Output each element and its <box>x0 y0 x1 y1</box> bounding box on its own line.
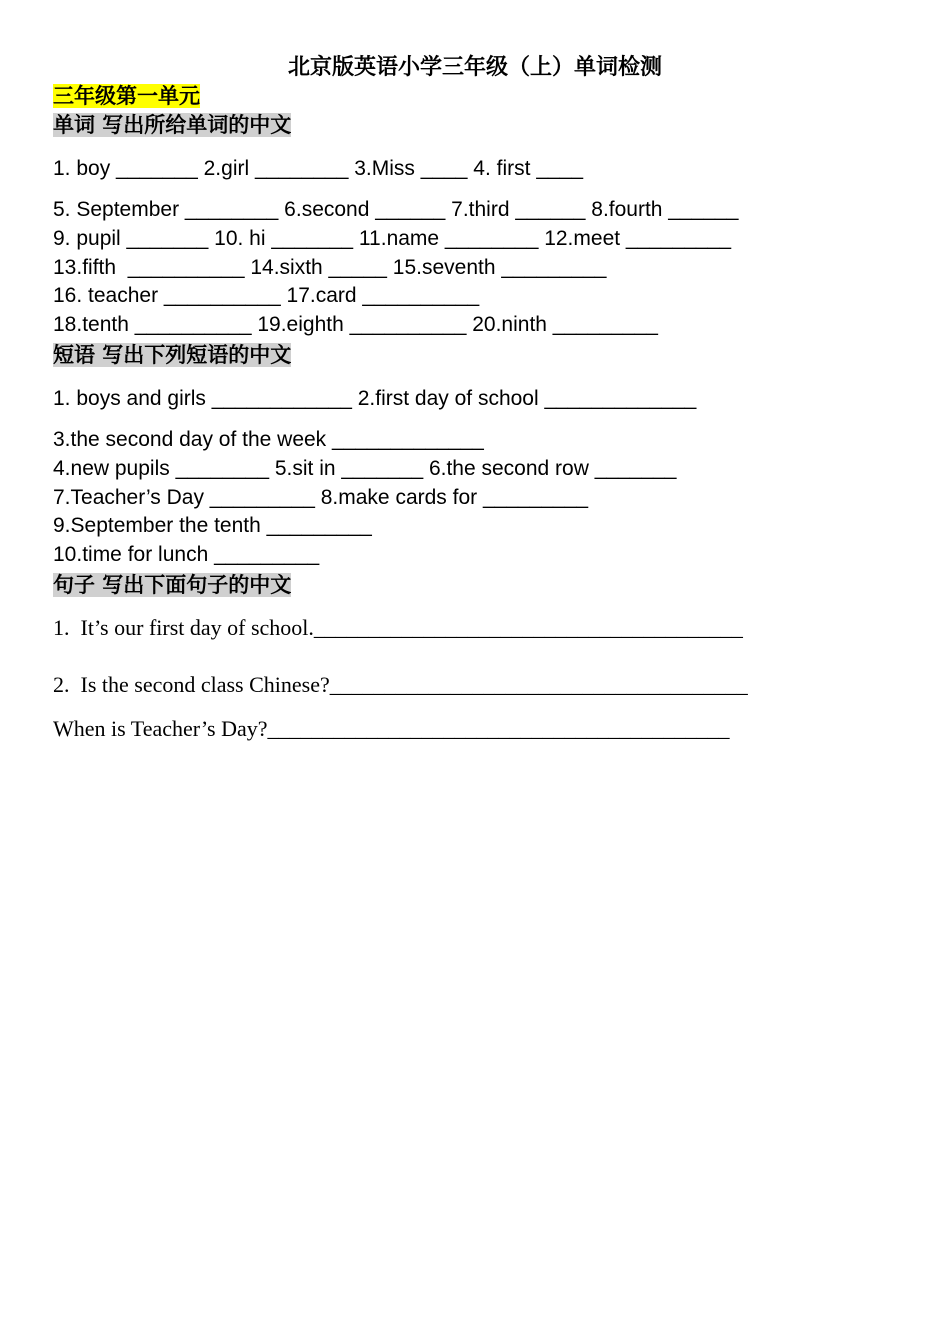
phrases-heading-text: 短语 写出下列短语的中文 <box>53 343 292 367</box>
words-line: 16. teacher __________ 17.card __________ <box>53 284 480 307</box>
words-section-heading <box>53 111 291 139</box>
unit-heading-text: 三年级第一单元 <box>53 84 200 108</box>
sentences-line: When is Teacher’s Day?__________________________________________ <box>53 716 730 741</box>
phrases-line: 9.September the tenth _________ <box>53 514 372 537</box>
sentences-section-heading <box>53 571 291 599</box>
words-line: 5. September ________ 6.second ______ 7.third ______ 8.fourth ______ <box>53 198 739 221</box>
sentences-heading-text: 句子 写出下面句子的中文 <box>53 573 292 597</box>
phrases-line: 7.Teacher’s Day _________ 8.make cards for _________ <box>53 486 589 509</box>
worksheet-title: 北京版英语小学三年级（上）单词检测 <box>287 55 662 80</box>
phrases-line: 1. boys and girls ____________ 2.first day of school _____________ <box>53 387 697 410</box>
words-heading-text: 单词 写出所给单词的中文 <box>53 113 292 137</box>
unit-heading <box>53 82 200 110</box>
words-line: 13.fifth __________ 14.sixth _____ 15.seventh _________ <box>53 256 607 279</box>
sentences-line: 1. It’s our first day of school._______________________________________ <box>53 615 743 640</box>
phrases-line: 10.time for lunch _________ <box>53 543 320 566</box>
words-line: 9. pupil _______ 10. hi _______ 11.name ________ 12.meet _________ <box>53 227 732 250</box>
words-line: 1. boy _______ 2.girl ________ 3.Miss ____ 4. first ____ <box>53 157 584 180</box>
phrases-line: 3.the second day of the week _____________ <box>53 428 484 451</box>
sentences-line: 2. Is the second class Chinese?______________________________________ <box>53 672 748 697</box>
words-line: 18.tenth __________ 19.eighth __________ 20.ninth _________ <box>53 313 658 336</box>
phrases-section-heading <box>53 341 291 369</box>
phrases-line: 4.new pupils ________ 5.sit in _______ 6.the second row _______ <box>53 457 677 480</box>
